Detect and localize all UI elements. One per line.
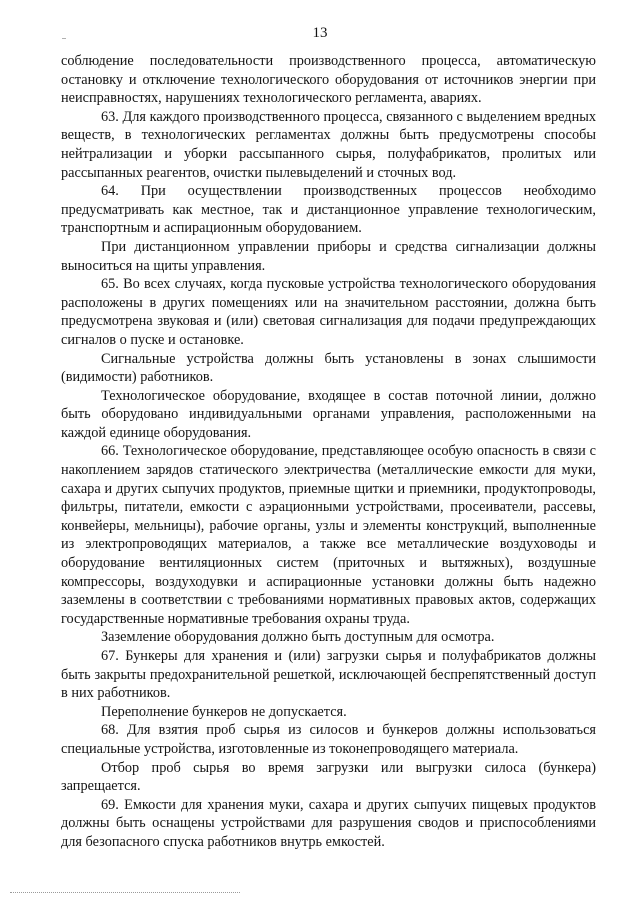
scan-edge-artifact (10, 892, 240, 893)
paragraph-63: 63. Для каждого производственного процесса, связанного с выделением вредных веществ, в технологических регламентах должны быть предусмотрены способы нейтрализации и уборки рассыпанного сырья, полуфабрикатов, пролитых или рассыпанных реагентов, очистки пылевыделений и сточных вод. (61, 108, 596, 181)
paragraph-continuation: соблюдение последовательности производственного процесса, автоматическую остановку и отключение технологического оборудования от источников энергии при неисправностях, нарушениях технологического регламента, авариях. (61, 53, 596, 107)
paragraph-65-production-line: Технологическое оборудование, входящее в состав поточной линии, должно быть оборудовано индивидуальными органами управления, расположенными на каждой единице оборудования. (61, 387, 596, 441)
paragraph-68: 68. Для взятия проб сырья из силосов и бункеров должны использоваться специальные устройства, изготовленные из токонепроводящего материала. (61, 722, 596, 757)
page-number: 13 (312, 25, 328, 41)
paragraph-67-overflow: Переполнение бункеров не допускается. (101, 703, 347, 720)
paragraph-68-sampling: Отбор проб сырья во время загрузки или выгрузки силоса (бункера) запрещается. (61, 759, 596, 795)
paragraph-64: 64. При осуществлении производственных процессов необходимо предусматривать как местное, так и дистанционное управление технологическим, транспортным и аспирационным оборудованием. (61, 183, 596, 237)
paragraph-67: 67. Бункеры для хранения и (или) загрузки сырья и полуфабрикатов должны быть закрыты предохранительной решеткой, исключающей беспрепятственный доступ в них работников. (61, 648, 596, 702)
paragraph-65: 65. Во всех случаях, когда пусковые устройства технологического оборудования расположены в других помещениях или на значительном расстоянии, должна быть предусмотрена звуковая и (или) световая сигнализация для подачи предупреждающих сигналов о пуске и остановке. (61, 276, 596, 348)
paragraph-66-grounding: Заземление оборудования должно быть доступным для осмотра. (101, 629, 495, 646)
paragraph-69: 69. Емкости для хранения муки, сахара и других сыпучих пищевых продуктов должны быть оснащены устройствами для разрушения сводов и приспособлениями для безопасного спуска работников внутрь емкостей. (61, 796, 596, 850)
scan-artifact (62, 38, 66, 39)
paragraph-65-signal-devices: Сигнальные устройства должны быть установлены в зонах слышимости (видимости) работников. (61, 350, 596, 386)
paragraph-64-remote-control: При дистанционном управлении приборы и средства сигнализации должны выноситься на щиты управления. (61, 238, 596, 274)
document-body (61, 52, 596, 852)
paragraph-66: 66. Технологическое оборудование, представляющее особую опасность в связи с накоплением зарядов статического электричества (металлические емкости для муки, сахара и других сыпучих продуктов, приемные щитки и приемники, продуктопроводы, фильтры, питатели, емкости с аэрационными устройствами, просеиватели, рассевы, конвейеры, мельницы), рабочие органы, узлы и элементы конструкций, выполненные из электропроводящих материалов, а также все металлические воздуховоды и оборудование вентиляционных систем (приточных и вытяжных), воздушные компрессоры, воздуходувки и аспирационные установки должны быть надежно заземлены в соответствии с требованиями нормативных правовых актов, содержащих государственные нормативные требования охраны труда. (61, 443, 596, 627)
